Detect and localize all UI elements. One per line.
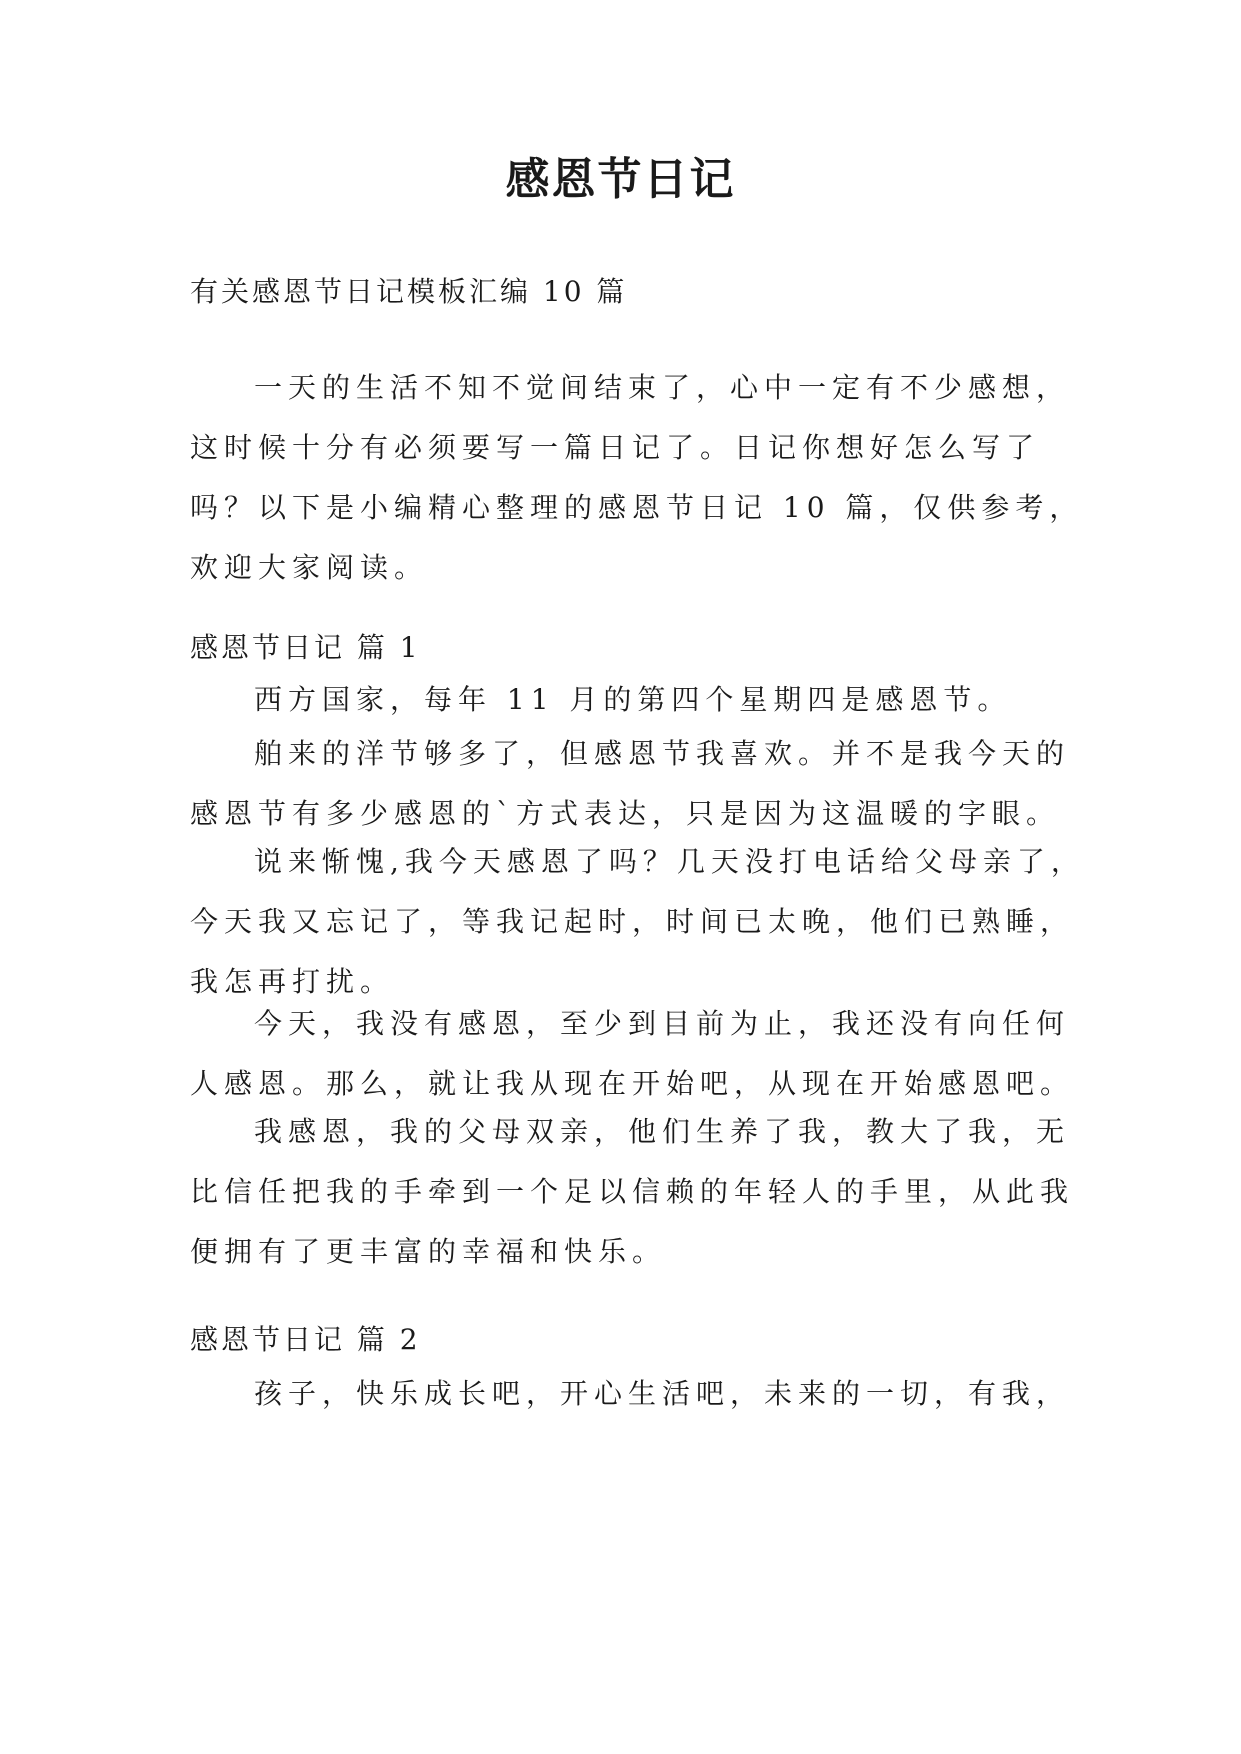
s1-p3-line-1: 说来惭愧,我今天感恩了吗？几天没打电话给父母亲了， xyxy=(254,845,1085,878)
intro-line-1: 一天的生活不知不觉间结束了，心中一定有不少感想， xyxy=(254,371,1071,404)
intro-line-3: 吗？以下是小编精心整理的感恩节日记 10 篇，仅供参考， xyxy=(190,491,1084,524)
s1-p4-line-2: 人感恩。那么，就让我从现在开始吧，从现在开始感恩吧。 xyxy=(190,1067,1075,1100)
intro-paragraph xyxy=(190,358,1084,598)
section-2-paragraph-1 xyxy=(190,1364,1070,1424)
section-1-paragraph-4 xyxy=(190,994,1075,1114)
section-1-paragraph-5 xyxy=(190,1102,1075,1282)
section-2-heading: 感恩节日记 篇 2 xyxy=(190,1323,421,1356)
s1-p4-line-1: 今天，我没有感恩，至少到目前为止，我还没有向任何 xyxy=(254,1007,1071,1040)
s1-p5-line-1: 我感恩，我的父母双亲，他们生养了我，教大了我，无 xyxy=(254,1115,1071,1148)
document-title: 感恩节日记 xyxy=(505,154,736,205)
section-1-heading: 感恩节日记 篇 1 xyxy=(190,631,421,664)
s1-p2-line-1: 舶来的洋节够多了，但感恩节我喜欢。并不是我今天的 xyxy=(254,737,1071,770)
s1-p5-line-3: 便拥有了更丰富的幸福和快乐。 xyxy=(190,1235,667,1268)
s1-p5-line-2: 比信任把我的手牵到一个足以信赖的年轻人的手里，从此我 xyxy=(190,1175,1075,1208)
s1-p3-line-3: 我怎再打扰。 xyxy=(190,965,395,998)
s1-p1-line-1: 西方国家，每年 11 月的第四个星期四是感恩节。 xyxy=(254,683,1012,716)
section-1-paragraph-2 xyxy=(190,724,1070,844)
s2-p1-line-1: 孩子，快乐成长吧，开心生活吧，未来的一切，有我， xyxy=(254,1377,1071,1410)
intro-line-4: 欢迎大家阅读。 xyxy=(190,551,429,584)
section-1-paragraph-1 xyxy=(190,670,1070,730)
s1-p3-line-2: 今天我又忘记了，等我记起时，时间已太晚，他们已熟睡， xyxy=(190,905,1075,938)
document-subtitle: 有关感恩节日记模板汇编 10 篇 xyxy=(190,275,628,308)
intro-line-2: 这时候十分有必须要写一篇日记了。日记你想好怎么写了 xyxy=(190,431,1041,464)
section-1-paragraph-3 xyxy=(190,832,1085,1012)
s1-p2-line-2: 感恩节有多少感恩的`方式表达，只是因为这温暖的字眼。 xyxy=(190,797,1061,830)
